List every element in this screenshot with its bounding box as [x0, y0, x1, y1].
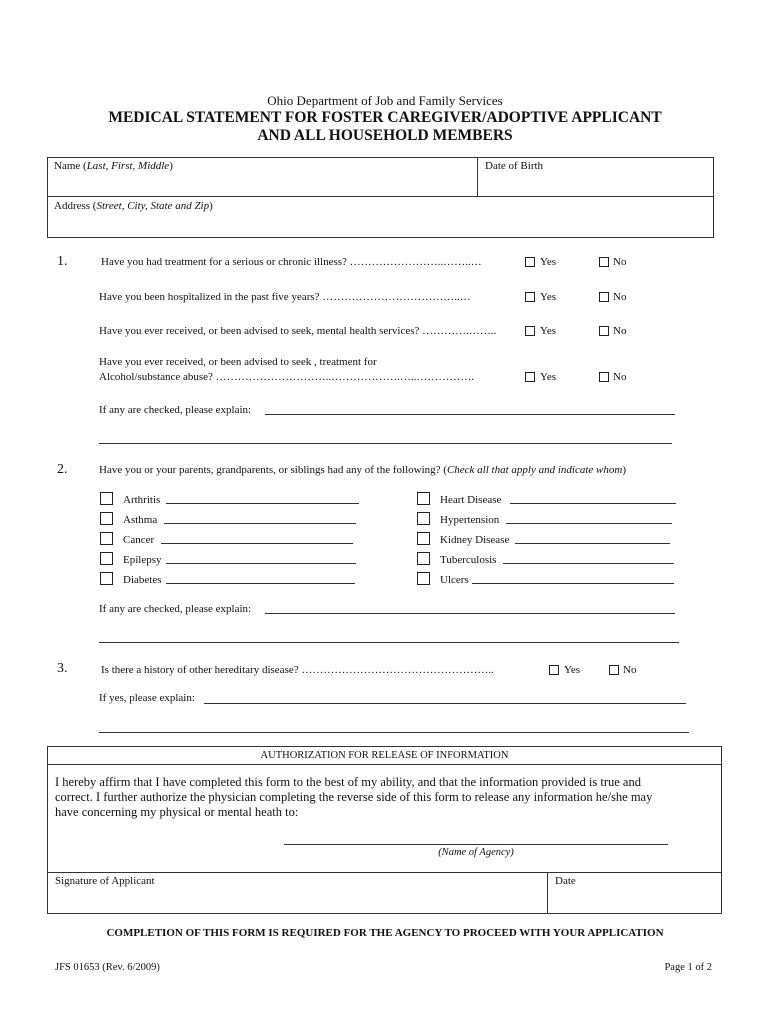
diabetes-checkbox[interactable] — [100, 572, 113, 585]
question-hospitalized: Have you been hospitalized in the past five years? ………………………………..… — [99, 291, 471, 303]
section-2-explain-line[interactable] — [265, 613, 675, 614]
hereditary-yes-checkbox[interactable] — [549, 665, 559, 675]
kidney-disease-label: Kidney Disease — [440, 534, 510, 546]
heart-disease-whom-line[interactable] — [510, 503, 676, 504]
hospitalized-yes-checkbox[interactable] — [525, 292, 535, 302]
ulcers-label: Ulcers — [440, 574, 469, 586]
authorization-text-line-2: correct. I further authorize the physician completing the reverse side of this form to release any information he/she may — [55, 790, 653, 804]
no-label: No — [613, 371, 627, 383]
authorization-text-line-3: have concerning my physical or mental heath to: — [55, 805, 299, 819]
question-substance-abuse-line-1: Have you ever received, or been advised to seek , treatment for — [99, 356, 377, 368]
yes-label: Yes — [540, 325, 557, 337]
cancer-checkbox[interactable] — [100, 532, 113, 545]
epilepsy-label: Epilepsy — [123, 554, 162, 566]
substance-abuse-yes-checkbox[interactable] — [525, 372, 535, 382]
hospitalized-no-checkbox[interactable] — [599, 292, 609, 302]
authorization-box — [47, 746, 722, 914]
cancer-label: Cancer — [123, 534, 155, 546]
question-family-history: Have you or your parents, grandparents, or siblings had any of the following? (Check all that apply and indicate whom) — [99, 464, 626, 476]
section-3-number: 3. — [57, 661, 68, 676]
tuberculosis-checkbox[interactable] — [417, 552, 430, 565]
arthritis-checkbox[interactable] — [100, 492, 113, 505]
yes-label: Yes — [540, 371, 557, 383]
hypertension-checkbox[interactable] — [417, 512, 430, 525]
substance-abuse-no-checkbox[interactable] — [599, 372, 609, 382]
hypertension-label: Hypertension — [440, 514, 500, 526]
diabetes-label: Diabetes — [123, 574, 162, 586]
authorization-text-line-1: I hereby affirm that I have completed this form to the best of my ability, and that the information provided is true and — [55, 775, 641, 789]
hereditary-no-checkbox[interactable] — [609, 665, 619, 675]
signature-date-divider — [547, 872, 548, 914]
epilepsy-checkbox[interactable] — [100, 552, 113, 565]
signature-field[interactable]: Signature of Applicant — [55, 875, 155, 887]
mental-health-yes-checkbox[interactable] — [525, 326, 535, 336]
name-field[interactable]: Name (Last, First, Middle) — [54, 160, 173, 172]
heart-disease-label: Heart Disease — [440, 494, 502, 506]
section-1-explain-line[interactable] — [265, 414, 675, 415]
no-label: No — [613, 256, 627, 268]
no-label: No — [613, 325, 627, 337]
section-2-explain-line-2[interactable] — [99, 642, 679, 643]
asthma-whom-line[interactable] — [164, 523, 356, 524]
epilepsy-whom-line[interactable] — [166, 563, 356, 564]
authorization-heading: AUTHORIZATION FOR RELEASE OF INFORMATION — [260, 750, 509, 761]
section-1-explain-line-2[interactable] — [99, 443, 672, 444]
no-label: No — [623, 664, 637, 676]
kidney-disease-whom-line[interactable] — [515, 543, 670, 544]
hypertension-whom-line[interactable] — [506, 523, 672, 524]
yes-label: Yes — [540, 291, 557, 303]
tuberculosis-label: Tuberculosis — [440, 554, 497, 566]
question-hereditary-disease: Is there a history of other hereditary disease? …………………………………………….. — [101, 664, 494, 676]
yes-label: Yes — [540, 256, 557, 268]
section-3-explain-label: If yes, please explain: — [99, 692, 195, 704]
page-number: Page 1 of 2 — [664, 962, 712, 973]
mental-health-no-checkbox[interactable] — [599, 326, 609, 336]
kidney-disease-checkbox[interactable] — [417, 532, 430, 545]
heart-disease-checkbox[interactable] — [417, 492, 430, 505]
section-1-explain-label: If any are checked, please explain: — [99, 404, 252, 416]
arthritis-whom-line[interactable] — [166, 503, 359, 504]
section-2-explain-label: If any are checked, please explain: — [99, 603, 252, 615]
diabetes-whom-line[interactable] — [166, 583, 355, 584]
chronic-illness-yes-checkbox[interactable] — [525, 257, 535, 267]
form-id: JFS 01653 (Rev. 6/2009) — [55, 962, 160, 973]
date-of-birth-field[interactable]: Date of Birth — [485, 160, 544, 172]
tuberculosis-whom-line[interactable] — [503, 563, 674, 564]
yes-label: Yes — [564, 664, 581, 676]
section-1-number: 1. — [57, 254, 68, 269]
asthma-checkbox[interactable] — [100, 512, 113, 525]
form-title-line-2: AND ALL HOUSEHOLD MEMBERS — [257, 127, 513, 144]
agency-name-line[interactable] — [284, 844, 668, 845]
asthma-label: Asthma — [123, 514, 158, 526]
cancer-whom-line[interactable] — [161, 543, 353, 544]
no-label: No — [613, 291, 627, 303]
signature-date-field[interactable]: Date — [555, 875, 576, 887]
ulcers-whom-line[interactable] — [472, 583, 674, 584]
agency-name: Ohio Department of Job and Family Services — [267, 93, 503, 108]
section-3-explain-line-2[interactable] — [99, 732, 689, 733]
form-title-line-1: MEDICAL STATEMENT FOR FOSTER CAREGIVER/ADOPTIVE APPLICANT — [108, 109, 662, 126]
ulcers-checkbox[interactable] — [417, 572, 430, 585]
section-3-explain-line[interactable] — [204, 703, 686, 704]
question-substance-abuse-line-2: Alcohol/substance abuse? …………………………..……………….…..……………. — [99, 371, 475, 383]
completion-notice: COMPLETION OF THIS FORM IS REQUIRED FOR THE AGENCY TO PROCEED WITH YOUR APPLICATION — [106, 927, 664, 939]
question-mental-health: Have you ever received, or been advised to seek, mental health services? ………….…….. — [99, 325, 497, 337]
agency-name-caption: (Name of Agency) — [438, 847, 514, 858]
signature-divider — [47, 872, 722, 873]
dob-divider — [477, 157, 478, 196]
chronic-illness-no-checkbox[interactable] — [599, 257, 609, 267]
authorization-heading-divider — [47, 764, 722, 765]
arthritis-label: Arthritis — [123, 494, 161, 506]
question-chronic-illness: Have you had treatment for a serious or chronic illness? ……………………..……..… — [101, 256, 482, 268]
identity-divider — [47, 196, 714, 197]
section-2-number: 2. — [57, 462, 68, 477]
address-field[interactable]: Address (Street, City, State and Zip) — [54, 200, 213, 212]
